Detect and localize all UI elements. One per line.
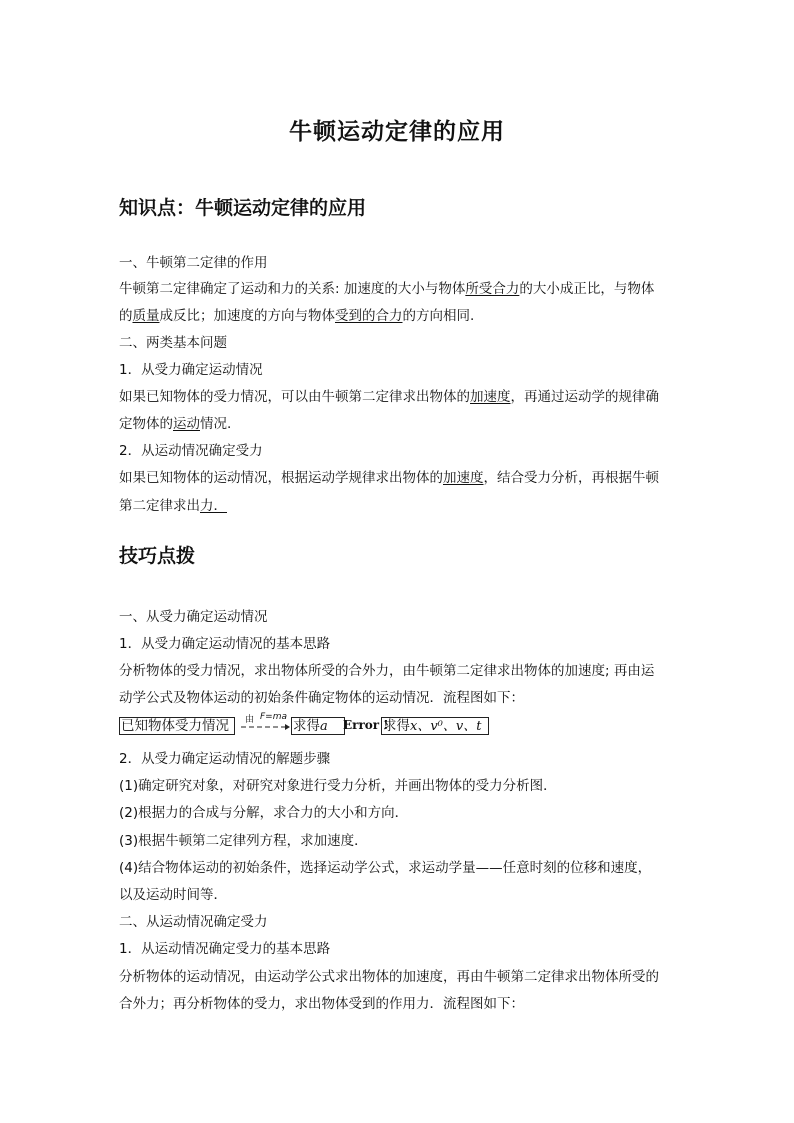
step-line: (1)确定研究对象，对研究对象进行受力分析，并画出物体的受力分析图． xyxy=(119,778,557,794)
text-run: 牛顿第二定律确定了运动和力的关系: 加速度的大小与物体 xyxy=(119,281,466,297)
flow-box-known-forces: 已知物体受力情况 xyxy=(119,717,235,735)
arrow-right-icon xyxy=(239,714,291,736)
flow-arrow xyxy=(239,714,291,736)
item-basic-idea: 1．从受力确定运动情况的基本思路 xyxy=(119,636,331,652)
section-heading-knowledge: 知识点：牛顿运动定律的应用 xyxy=(119,197,367,219)
text-run: 求得 xyxy=(293,718,320,734)
error-field: Error ! xyxy=(343,718,389,732)
flow-arrow-formula: F=ma xyxy=(260,712,287,722)
text-run: 如果已知物体的运动情况，根据运动学规律求出物体的 xyxy=(119,470,443,486)
step-line: (4)结合物体运动的初始条件，选择运动学公式，求运动学量——任意时刻的位移和速度， xyxy=(119,860,652,876)
underlined-term: 力． xyxy=(200,498,227,514)
flow-arrow-label: 由 xyxy=(245,715,255,725)
subheading-two-basic-problems: 二、两类基本问题 xyxy=(119,335,227,351)
subheading-force-to-motion: 一、从受力确定运动情况 xyxy=(119,609,268,625)
paragraph-line xyxy=(119,385,659,405)
underlined-term: 质量 xyxy=(132,308,160,324)
paragraph-line xyxy=(119,466,659,486)
text-run: 的方向相同. xyxy=(402,308,475,324)
paragraph-line: 合外力；再分析物体的受力，求出物体受到的作用力．流程图如下： xyxy=(119,996,524,1012)
text-run: 求得 xyxy=(383,718,410,734)
subheading-motion-to-force: 二、从运动情况确定受力 xyxy=(119,914,268,930)
item-solving-steps: 2．从受力确定运动情况的解题步骤 xyxy=(119,751,331,767)
item-basic-idea-2: 1．从运动情况确定受力的基本思路 xyxy=(119,941,331,957)
subheading-role-of-second-law: 一、牛顿第二定律的作用 xyxy=(119,255,268,271)
section-heading-tips: 技巧点拨 xyxy=(119,545,196,567)
text-run: ，再通过运动学的规律确 xyxy=(510,389,659,405)
paragraph-line xyxy=(119,494,236,514)
underlined-term: 所受合力 xyxy=(465,281,520,297)
item-force-to-motion: 1．从受力确定运动情况 xyxy=(119,362,263,378)
text-run: 情况. xyxy=(200,416,232,432)
paragraph-line xyxy=(119,412,231,432)
underlined-term: 加速度 xyxy=(470,389,511,405)
paragraph-line xyxy=(119,304,474,324)
step-line: (3)根据牛顿第二定律列方程，求加速度． xyxy=(119,833,368,849)
underlined-term: 加速度 xyxy=(443,470,484,486)
text-run: ，结合受力分析，再根据牛顿 xyxy=(483,470,659,486)
text-run: 的 xyxy=(119,308,133,324)
text-run: 定物体的 xyxy=(119,416,173,432)
step-line: (2)根据力的合成与分解，求合力的大小和方向． xyxy=(119,805,409,821)
text-run: 如果已知物体的受力情况，可以由牛顿第二定律求出物体的 xyxy=(119,389,470,405)
item-motion-to-force: 2．从运动情况确定受力 xyxy=(119,443,263,459)
page-title: 牛顿运动定律的应用 xyxy=(289,119,505,145)
flow-box-acceleration xyxy=(291,717,345,735)
flow-box-kinematics xyxy=(381,717,489,735)
text-run: 第二定律求出 xyxy=(119,498,200,514)
underlined-term: 运动 xyxy=(173,416,200,432)
text-run: 的大小成正比，与物体 xyxy=(519,281,655,297)
variable: a xyxy=(320,719,328,734)
text-run: 成反比；加速度的方向与物体 xyxy=(159,308,335,324)
paragraph-line: 分析物体的运动情况，由运动学公式求出物体的加速度，再由牛顿第二定律求出物体所受的 xyxy=(119,969,659,985)
variable: x、v⁰、v、t xyxy=(410,719,482,734)
underlined-term: 受到的合力 xyxy=(335,308,403,324)
paragraph-line xyxy=(119,277,654,297)
step-line: 以及运动时间等． xyxy=(119,887,227,903)
paragraph-line: 分析物体的受力情况，求出物体所受的合外力，由牛顿第二定律求出物体的加速度; 再由运 xyxy=(119,663,655,679)
paragraph-line: 动学公式及物体运动的初始条件确定物体的运动情况．流程图如下： xyxy=(119,690,524,706)
